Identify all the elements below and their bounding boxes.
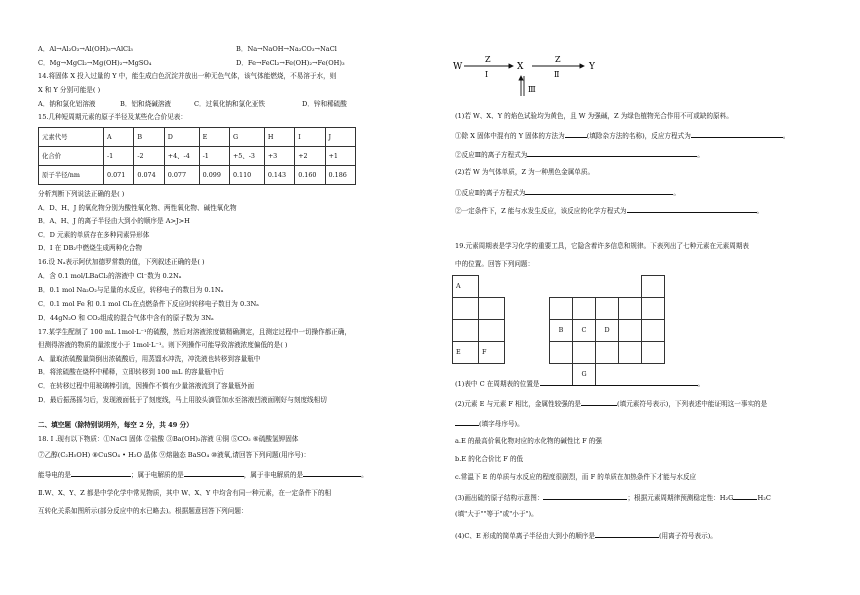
q17-option-c: C．在转移过程中用玻璃棒引流，因操作不慎有少量溶液流到了容量瓶外面 <box>38 382 255 390</box>
q19-sub-3-label3: H₂C <box>757 494 771 502</box>
q17-stem-1: 17.某学生配制了 100 mL 1mol·L⁻¹的硫酸，然后对溶液浓度做精确测定，且测定过程中一切操作都正确， <box>38 328 352 336</box>
q18-sub-4-label: ②一定条件下，Z 能与水发生反应，该反应的化学方程式为 <box>455 207 627 215</box>
diagram-w: W <box>453 62 463 72</box>
pt-cell-c: C <box>573 320 596 342</box>
q19-sub-4-label: (4)C、E 形成的简单离子半径由大到小的顺序是 <box>455 532 595 540</box>
answer-blank[interactable] <box>543 493 627 500</box>
pt-cell <box>619 298 642 320</box>
diagram-label-iii: Ⅲ <box>528 85 536 94</box>
table-cell: -1 <box>199 147 229 166</box>
nonelectrolyte-label: ，属于非电解质的是 <box>243 471 304 479</box>
pt-cell <box>453 298 479 320</box>
q16-stem: 16.设 Nₐ表示阿伏加德罗常数的值，下列叙述正确的是( ) <box>38 258 205 266</box>
pt-cell-b: B <box>550 320 573 342</box>
answer-blank[interactable] <box>540 379 698 386</box>
pt-cell <box>573 342 596 364</box>
q18-sub-2-label: ②反应Ⅲ的离子方程式为 <box>455 151 528 159</box>
element-table <box>38 127 356 185</box>
reaction-diagram <box>452 52 622 102</box>
q16-option-d: D．44gN₂O 和 CO₂组成的混合气体中含有的原子数为 3Nₐ <box>38 314 214 322</box>
answer-blank[interactable] <box>184 470 244 477</box>
q19-stem-1: 19.元素周期表是学习化学的重要工具，它隐含着许多信息和规律。下表列出了七种元素在元素周期表 <box>455 242 750 250</box>
q14-option-c: C．过氧化钠和氯化亚铁 <box>194 100 265 108</box>
pt-cell-d: D <box>596 320 619 342</box>
answer-blank[interactable] <box>733 493 757 500</box>
q19-option-a: a.E 的最高价氧化物对应的水化物的碱性比 F 的强 <box>455 437 602 445</box>
q15-option-a: A．D、H、J 的氧化物分别为酸性氧化物、两性氧化物、碱性氧化物 <box>38 204 237 212</box>
q18-sub-1: ①除 X 固体中混有的 Y 固体的方法为 (填除杂方法的名称)，反应方程式为 。 <box>455 132 790 140</box>
table-row <box>39 147 356 166</box>
pt-cell <box>573 298 596 320</box>
pt-cell <box>479 298 505 320</box>
right-column <box>430 0 860 595</box>
q13-option-c: C．Mg→MgCl₂→Mg(OH)₂→MgSO₄ <box>38 59 152 67</box>
q19-sub-1: (1)表中 C 在周期表的位置是 。 <box>455 380 705 388</box>
q14-stem-1: 14.将固体 X 投入过量的 Y 中，能生成白色沉淀并放出一种无色气体，该气体能燃烧，不易溶于水，则 <box>38 72 337 80</box>
q15-stem: 15.几种短周期元素的原子半径及某些化合价见表： <box>38 113 187 121</box>
q16-option-b: B．0.1 mol Na₂O₂与足量的水反应，转移电子的数目为 0.1Nₐ <box>38 286 224 294</box>
q19-sub-3b: (填"大于""等于"或"小于")。 <box>455 510 538 518</box>
q19-sub-3 <box>455 493 771 502</box>
table-cell: +3 <box>264 147 294 166</box>
table-cell: +4、-4 <box>164 147 199 166</box>
q15-option-d: D．I 在 DB₂中燃烧生成两种化合物 <box>38 244 142 252</box>
answer-blank[interactable] <box>527 150 697 157</box>
q18-cond-2: (2)若 W 为气体单质，Z 为一种黑色金属单质。 <box>455 168 595 176</box>
table-header-row <box>39 128 356 147</box>
table-cell: 0.110 <box>229 166 264 185</box>
table-cell: E <box>199 128 229 147</box>
q18-sub-1-label2: (填除杂方法的名称)，反应方程式为 <box>586 132 691 140</box>
q19-sub-4 <box>455 531 717 540</box>
q16-option-c: C．0.1 mol Fe 和 0.1 mol Cl₂在点燃条件下反应时转移电子数目为 0.3Nₐ <box>38 300 259 308</box>
table-cell: 0.160 <box>295 166 325 185</box>
answer-blank[interactable] <box>691 131 783 138</box>
answer-blank[interactable] <box>565 131 587 138</box>
q19-sub-2-label: (2)元素 E 与元素 F 相比，金属性较强的是 <box>455 400 582 408</box>
pt-cell <box>550 342 573 364</box>
table-cell: -2 <box>134 147 164 166</box>
table-cell: 0.099 <box>199 166 229 185</box>
answer-blank[interactable] <box>525 188 673 195</box>
table-cell: +2 <box>295 147 325 166</box>
answer-blank[interactable] <box>581 399 617 406</box>
q18-cond-1: (1)若 W、X、Y 的焰色试验均为黄色，且 W 为强碱，Z 为绿色植物光合作用不可或缺的原料。 <box>455 112 733 120</box>
pt-cell-e: E <box>453 342 479 364</box>
q18-part2-1: Ⅱ.W、X、Y、Z 都是中学化学中常见物质，其中 W、X、Y 中均含有同一种元素，在一定条件下的相 <box>38 489 332 497</box>
pt-cell <box>596 298 619 320</box>
answer-blank[interactable] <box>595 531 659 538</box>
table-cell: 0.071 <box>104 166 134 185</box>
pt-cell-a: A <box>453 276 479 298</box>
table-cell: 0.186 <box>325 166 355 185</box>
q13-option-d: D．Fe→FeCl₂→Fe(OH)₂→Fe(OH)₃ <box>236 59 345 67</box>
q18-sub-4: ②一定条件下，Z 能与水发生反应，该反应的化学方程式为 。 <box>455 207 764 215</box>
q15-line: 分析判断下列说法正确的是( ) <box>38 190 125 198</box>
table-cell: 原子半径/nm <box>39 166 104 185</box>
table-cell: G <box>229 128 264 147</box>
q19-option-c: c.常温下 E 的单质与水反应的程度很剧烈，而 F 的单质在加热条件下才能与水反应 <box>455 473 697 481</box>
q15-option-c: C．D 元素的单质存在多种同素异形体 <box>38 231 150 239</box>
q15-option-b: B．A、H、J 的离子半径由大到小的顺序是 A>J>H <box>38 217 190 225</box>
pt-cell <box>453 320 479 342</box>
table-cell: I <box>295 128 325 147</box>
q18-stem-2: ⑦乙醇(C₂H₅OH) ⑧CuSO₄ • H₂O 晶体 ⑨熔融态 BaSO₄ ⑩液氧,请回答下列问题(用序号)： <box>38 451 311 459</box>
pt-cell <box>642 298 665 320</box>
pt-cell-g: G <box>573 364 596 386</box>
q16-option-a: A．含 0.1 mol/LBaCl₂的溶液中 Cl⁻数为 0.2Nₐ <box>38 272 182 280</box>
diagram-z2: Z <box>555 55 561 64</box>
pt-cell <box>479 320 505 342</box>
pt-cell <box>642 276 665 298</box>
answer-blank[interactable] <box>303 470 361 477</box>
q18-sub-2: ②反应Ⅲ的离子方程式为 。 <box>455 151 704 159</box>
q18-sub-3-label: ①反应Ⅱ的离子方程式为 <box>455 189 526 197</box>
answer-blank[interactable] <box>71 470 131 477</box>
table-cell: -1 <box>104 147 134 166</box>
table-cell: 元素代号 <box>39 128 104 147</box>
answer-blank[interactable] <box>627 206 757 213</box>
table-cell: B <box>134 128 164 147</box>
q19-sub-2-label2: (填元素符号表示)，下列表述中能证明这一事实的是 <box>617 400 768 408</box>
pt-cell <box>619 320 642 342</box>
diagram-label-ii: Ⅱ <box>554 70 560 79</box>
q13-option-a: A．Al→Al₂O₃→Al(OH)₃→AlCl₃ <box>38 45 133 53</box>
conductor-label: 能导电的是 <box>38 471 71 479</box>
table-row <box>39 166 356 185</box>
q19-sub-2b-label: (填字母序号)。 <box>479 420 524 428</box>
pt-cell <box>550 298 573 320</box>
q19-option-b: b.E 的化合价比 F 的低 <box>455 455 524 463</box>
q14-stem-2: X 和 Y 分别可能是( ) <box>38 86 101 94</box>
diagram-label-i: Ⅰ <box>485 70 489 79</box>
q19-sub-2b <box>455 419 524 428</box>
table-cell: +5、-3 <box>229 147 264 166</box>
pt-cell <box>619 342 642 364</box>
table-cell: 0.077 <box>164 166 199 185</box>
q19-sub-4-label2: (用离子符号表示)。 <box>658 532 717 540</box>
q14-option-d: D．锌和稀硫酸 <box>302 100 347 108</box>
electrolyte-label: ；属于电解质的是 <box>130 471 184 479</box>
q19-stem-2: 中的位置。回答下列问题： <box>455 260 535 268</box>
diagram-y: Y <box>589 62 595 72</box>
q18-stem-1: 18. Ⅰ .现有以下物质：①NaCl 固体 ②盐酸 ③Ba(OH)₂溶液 ④铜 ⑤CO₂ ⑥硫酸氢钾固体 <box>38 435 299 443</box>
diagram-x: X <box>517 62 524 72</box>
q19-sub-3-label: (3)画出硫的原子结构示意图： <box>455 494 544 502</box>
section-title: 二、填空题（除特别说明外，每空 2 分，共 49 分） <box>38 421 193 429</box>
answer-blank[interactable] <box>455 419 479 426</box>
q18-part2-2: 互转化关系如图所示(部分反应中的水已略去)。根据题意回答下列问题： <box>38 507 248 515</box>
q19-sub-2 <box>455 399 767 408</box>
pt-cell <box>642 342 665 364</box>
table-cell: 0.143 <box>264 166 294 185</box>
q19-sub-3-label2: ；根据元素周期律预测稳定性：H₂G <box>627 494 734 502</box>
table-cell: +1 <box>325 147 355 166</box>
periodic-table <box>452 275 665 386</box>
q17-option-a: A．量取浓硫酸量筒倒出浓硫酸后，用蒸馏水冲洗，冲洗液也转移到容量瓶中 <box>38 355 261 363</box>
table-cell: J <box>325 128 355 147</box>
table-cell: 化合价 <box>39 147 104 166</box>
q17-option-d: D．最后振荡摇匀后，发现液面低于了刻度线，马上用胶头滴管加水至溶液凹液面刚好与刻度线相切 <box>38 396 327 404</box>
table-cell: 0.074 <box>134 166 164 185</box>
q18-sub-1-label: ①除 X 固体中混有的 Y 固体的方法为 <box>455 132 565 140</box>
pt-cell <box>642 320 665 342</box>
pt-cell-f: F <box>479 342 505 364</box>
diagram-z1: Z <box>485 55 491 64</box>
table-cell: H <box>264 128 294 147</box>
table-cell: D <box>164 128 199 147</box>
q18-sub-3: ①反应Ⅱ的离子方程式为 。 <box>455 189 681 197</box>
pt-cell <box>596 342 619 364</box>
q19-sub-1-label: (1)表中 C 在周期表的位置是 <box>455 380 540 388</box>
table-cell: A <box>104 128 134 147</box>
q14-option-a: A．钠和氯化铝溶液 <box>38 100 96 108</box>
q14-option-b: B．铝和烧碱溶液 <box>120 100 172 108</box>
q18-blanks-line: 能导电的是 ；属于电解质的是 ，属于非电解质的是 。 <box>38 471 368 479</box>
q13-option-b: B．Na→NaOH→Na₂CO₃→NaCl <box>236 45 337 53</box>
q17-option-b: B．将浓硫酸在烧杯中稀释，立即转移到 100 mL 的容量瓶中后 <box>38 368 225 376</box>
q17-stem-2: 但测得溶液的物质的量浓度小于 1mol·L⁻¹。则下列操作可能导致溶液浓度偏低的是( ) <box>38 341 288 349</box>
